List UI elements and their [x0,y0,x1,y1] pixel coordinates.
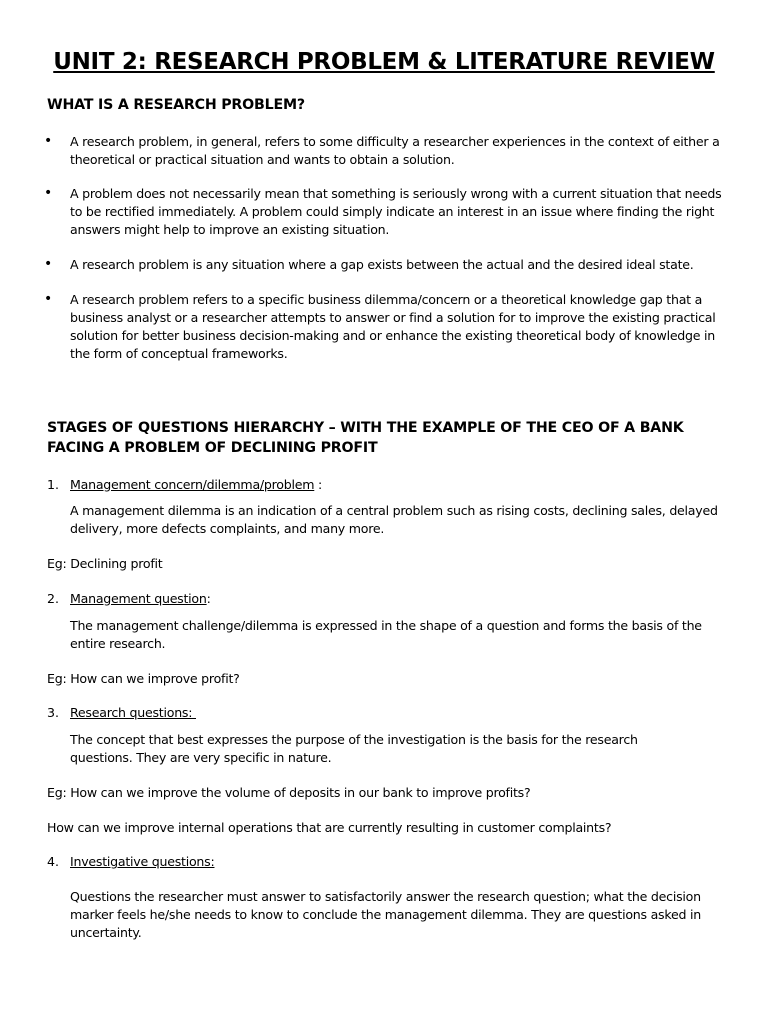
item-description: A management dilemma is an indication of a central problem such as rising costs, declining sales, delayed delivery, more defects complaints, and many more. [70,503,718,536]
bullet-marker: • [44,256,53,272]
bullet-marker: • [44,185,53,201]
item-label [70,476,322,494]
item-description: The concept that best expresses the purpose of the investigation is the basis for the research questions. They are very specific in nature. [70,732,638,765]
bullet-text: A research problem, in general, refers to some difficulty a researcher experiences in the context of either a theoretical or practical situation and wants to obtain a solution. [70,134,720,167]
bullet-marker: • [44,133,53,149]
example-text: How can we improve internal operations that are currently resulting in customer complaints? [47,820,612,835]
section-heading-question-hierarchy: STAGES OF QUESTIONS HIERARCHY – WITH THE EXAMPLE OF THE CEO OF A BANK FACING A PROBLEM OF DECLINING PROFIT [47,420,684,456]
section-heading-research-problem: WHAT IS A RESEARCH PROBLEM? [47,97,305,113]
example-text: Eg: How can we improve profit? [47,671,240,686]
item-number: 1. [47,477,60,492]
bullet-text: A problem does not necessarily mean that something is seriously wrong with a current situation that needs to be rectified immediately. A problem could simply indicate an interest in an issue where finding the right answers might help to improve an existing situation. [70,186,722,237]
item-label [70,853,214,871]
item-label-suffix: : [206,591,211,606]
item-label [70,704,196,722]
item-label-text: Management concern/dilemma/problem [70,477,315,492]
item-number: 4. [47,854,60,869]
item-label [70,590,211,608]
item-description: The management challenge/dilemma is expressed in the shape of a question and forms the basis of the entire research. [70,618,702,651]
item-label-text: Investigative questions: [70,854,215,869]
bullet-text: A research problem is any situation where a gap exists between the actual and the desired ideal state. [70,257,694,272]
item-label-suffix: : [314,477,323,492]
item-description: Questions the researcher must answer to satisfactorily answer the research question; what the decision marker feels he/she needs to know to conclude the management dilemma. They are questions asked in uncertainty. [70,889,701,940]
item-number: 3. [47,705,60,720]
bullet-marker: • [44,291,53,307]
page-title: UNIT 2: RESEARCH PROBLEM & LITERATURE REVIEW [53,49,715,75]
example-text: Eg: Declining profit [47,556,163,571]
bullet-text: A research problem refers to a specific business dilemma/concern or a theoretical knowledge gap that a business analyst or a researcher attempts to answer or find a solution for to improve the existing practical solution for better business decision-making and or enhance the existing theoretical body of knowledge in the form of conceptual frameworks. [70,292,716,361]
item-label-text: Research questions: [70,705,196,720]
example-text: Eg: How can we improve the volume of deposits in our bank to improve profits? [47,785,531,800]
item-label-text: Management question [70,591,207,606]
item-number: 2. [47,591,60,606]
